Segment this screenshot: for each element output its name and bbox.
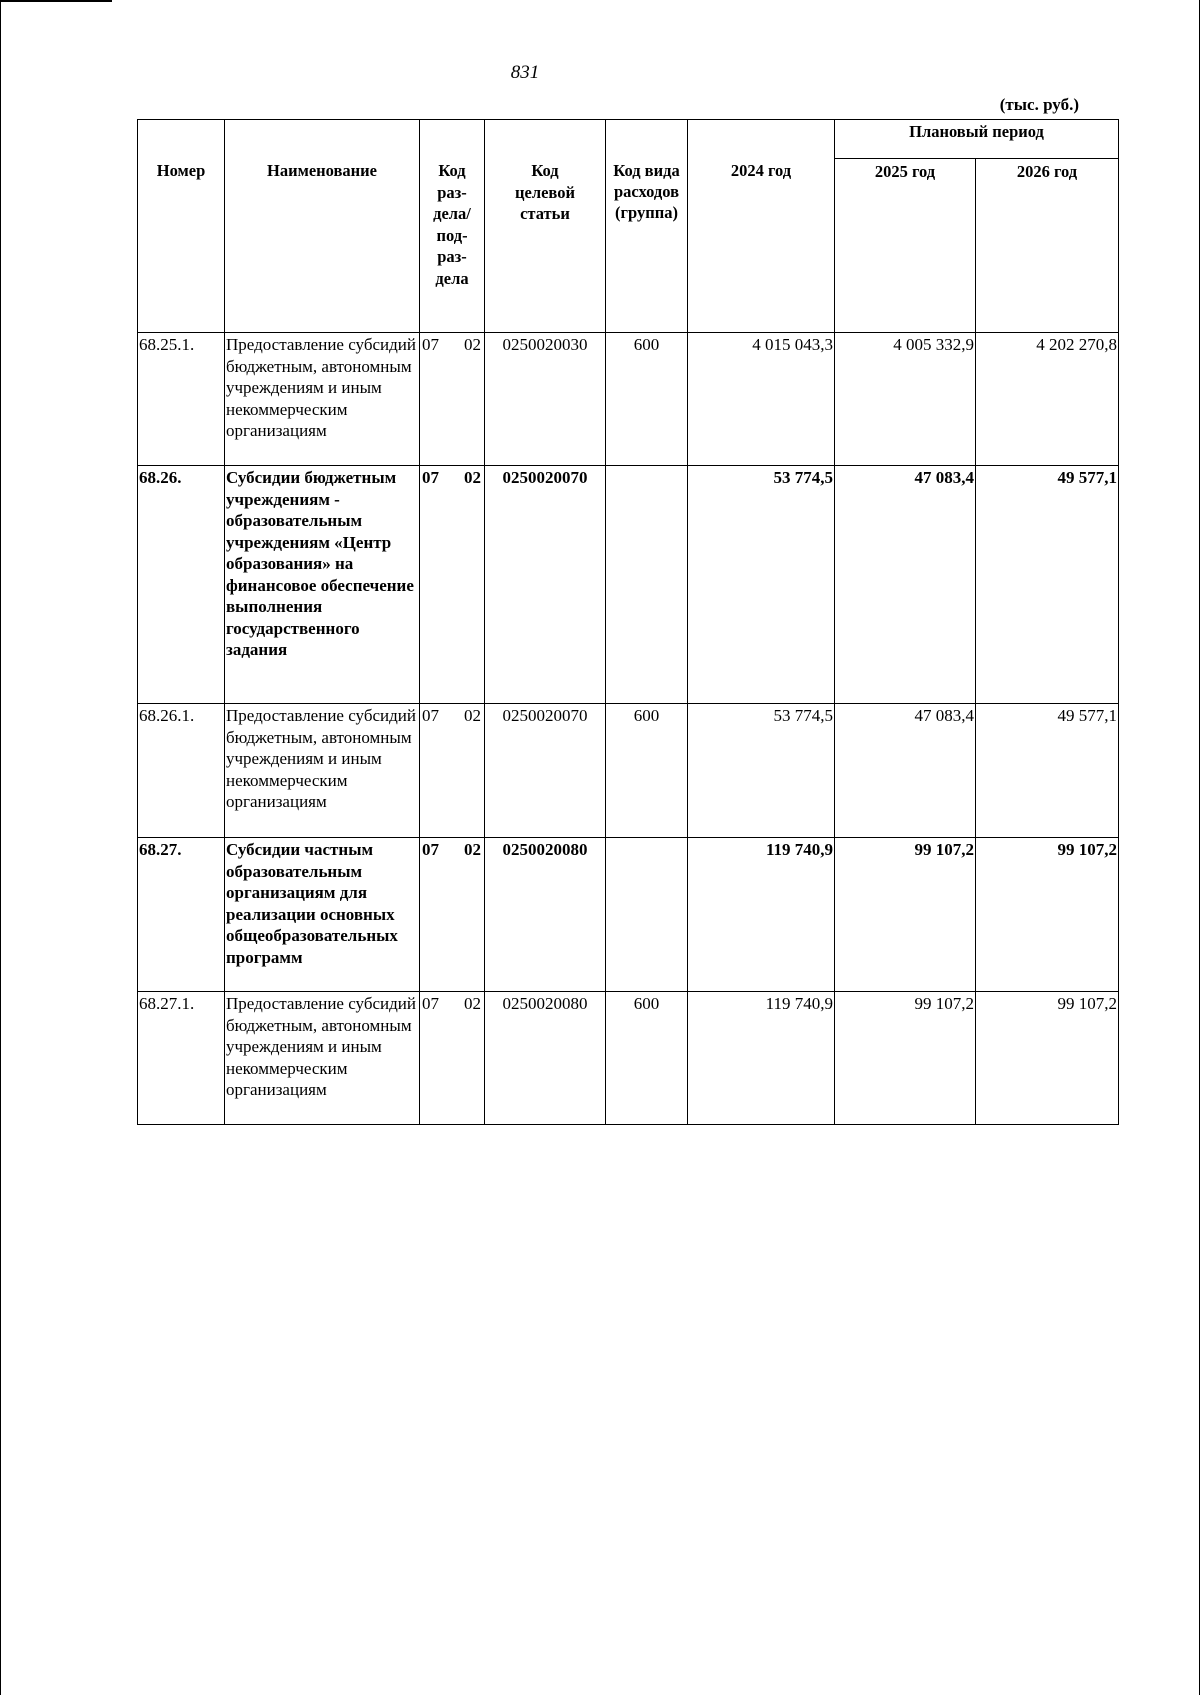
header-expense-type: Код вида расходов (группа) [606,120,688,333]
row-target-code: 0250020030 [485,333,606,466]
row-name: Предоставление субсидий бюджетным, автономным учреждениям и иным некоммерческим организациям [225,333,420,466]
table-header [138,120,1119,333]
row-2024: 4 015 043,3 [688,333,835,466]
row-2025: 99 107,2 [835,838,976,992]
row-2026: 49 577,1 [976,704,1119,838]
row-2026: 49 577,1 [976,466,1119,704]
row-razdel: 07 02 [420,704,485,838]
row-2024: 53 774,5 [688,466,835,704]
header-razdel: Код раз- дела/ под- раз- дела [420,120,485,333]
header-2024: 2024 год [688,120,835,333]
row-number: 68.26. [138,466,225,704]
row-2024: 119 740,9 [688,838,835,992]
budget-table [137,119,1119,1125]
row-expense-type: 600 [606,704,688,838]
row-number: 68.26.1. [138,704,225,838]
table-row [138,333,1119,466]
row-razdel: 07 02 [420,838,485,992]
row-2025: 4 005 332,9 [835,333,976,466]
row-expense-type [606,838,688,992]
row-expense-type: 600 [606,992,688,1125]
row-2026: 99 107,2 [976,838,1119,992]
row-target-code: 0250020080 [485,992,606,1125]
frame-left-border [0,0,1,1695]
header-2026: 2026 год [976,159,1119,333]
row-name: Предоставление субсидий бюджетным, автономным учреждениям и иным некоммерческим организациям [225,704,420,838]
row-expense-type [606,466,688,704]
row-razdel: 07 02 [420,333,485,466]
row-2026: 99 107,2 [976,992,1119,1125]
row-2025: 47 083,4 [835,466,976,704]
row-2024: 119 740,9 [688,992,835,1125]
row-razdel: 07 02 [420,466,485,704]
row-expense-type: 600 [606,333,688,466]
units-label: (тыс. руб.) [999,95,1079,114]
table-body [138,333,1119,1125]
row-2025: 99 107,2 [835,992,976,1125]
header-number: Номер [138,120,225,333]
row-target-code: 0250020080 [485,838,606,992]
row-name: Субсидии частным образовательным организациям для реализации основных общеобразовательных программ [225,838,420,992]
row-razdel: 07 02 [420,992,485,1125]
row-number: 68.27.1. [138,992,225,1125]
frame-top-border [0,0,112,2]
table-row [138,992,1119,1125]
header-planned-period: Плановый период [835,120,1119,159]
table-row [138,704,1119,838]
header-target-code: Код целевой статьи [485,120,606,333]
table-row [138,466,1119,704]
row-2025: 47 083,4 [835,704,976,838]
row-2024: 53 774,5 [688,704,835,838]
header-2025: 2025 год [835,159,976,333]
row-name: Субсидии бюджетным учреждениям - образовательным учреждениям «Центр образования» на финансовое обеспечение выполнения государственного задания [225,466,420,704]
row-target-code: 0250020070 [485,466,606,704]
page-number: 831 [510,62,540,83]
header-name: Наименование [225,120,420,333]
row-2026: 4 202 270,8 [976,333,1119,466]
row-target-code: 0250020070 [485,704,606,838]
row-number: 68.25.1. [138,333,225,466]
table-row [138,838,1119,992]
row-number: 68.27. [138,838,225,992]
row-name: Предоставление субсидий бюджетным, автономным учреждениям и иным некоммерческим организациям [225,992,420,1125]
